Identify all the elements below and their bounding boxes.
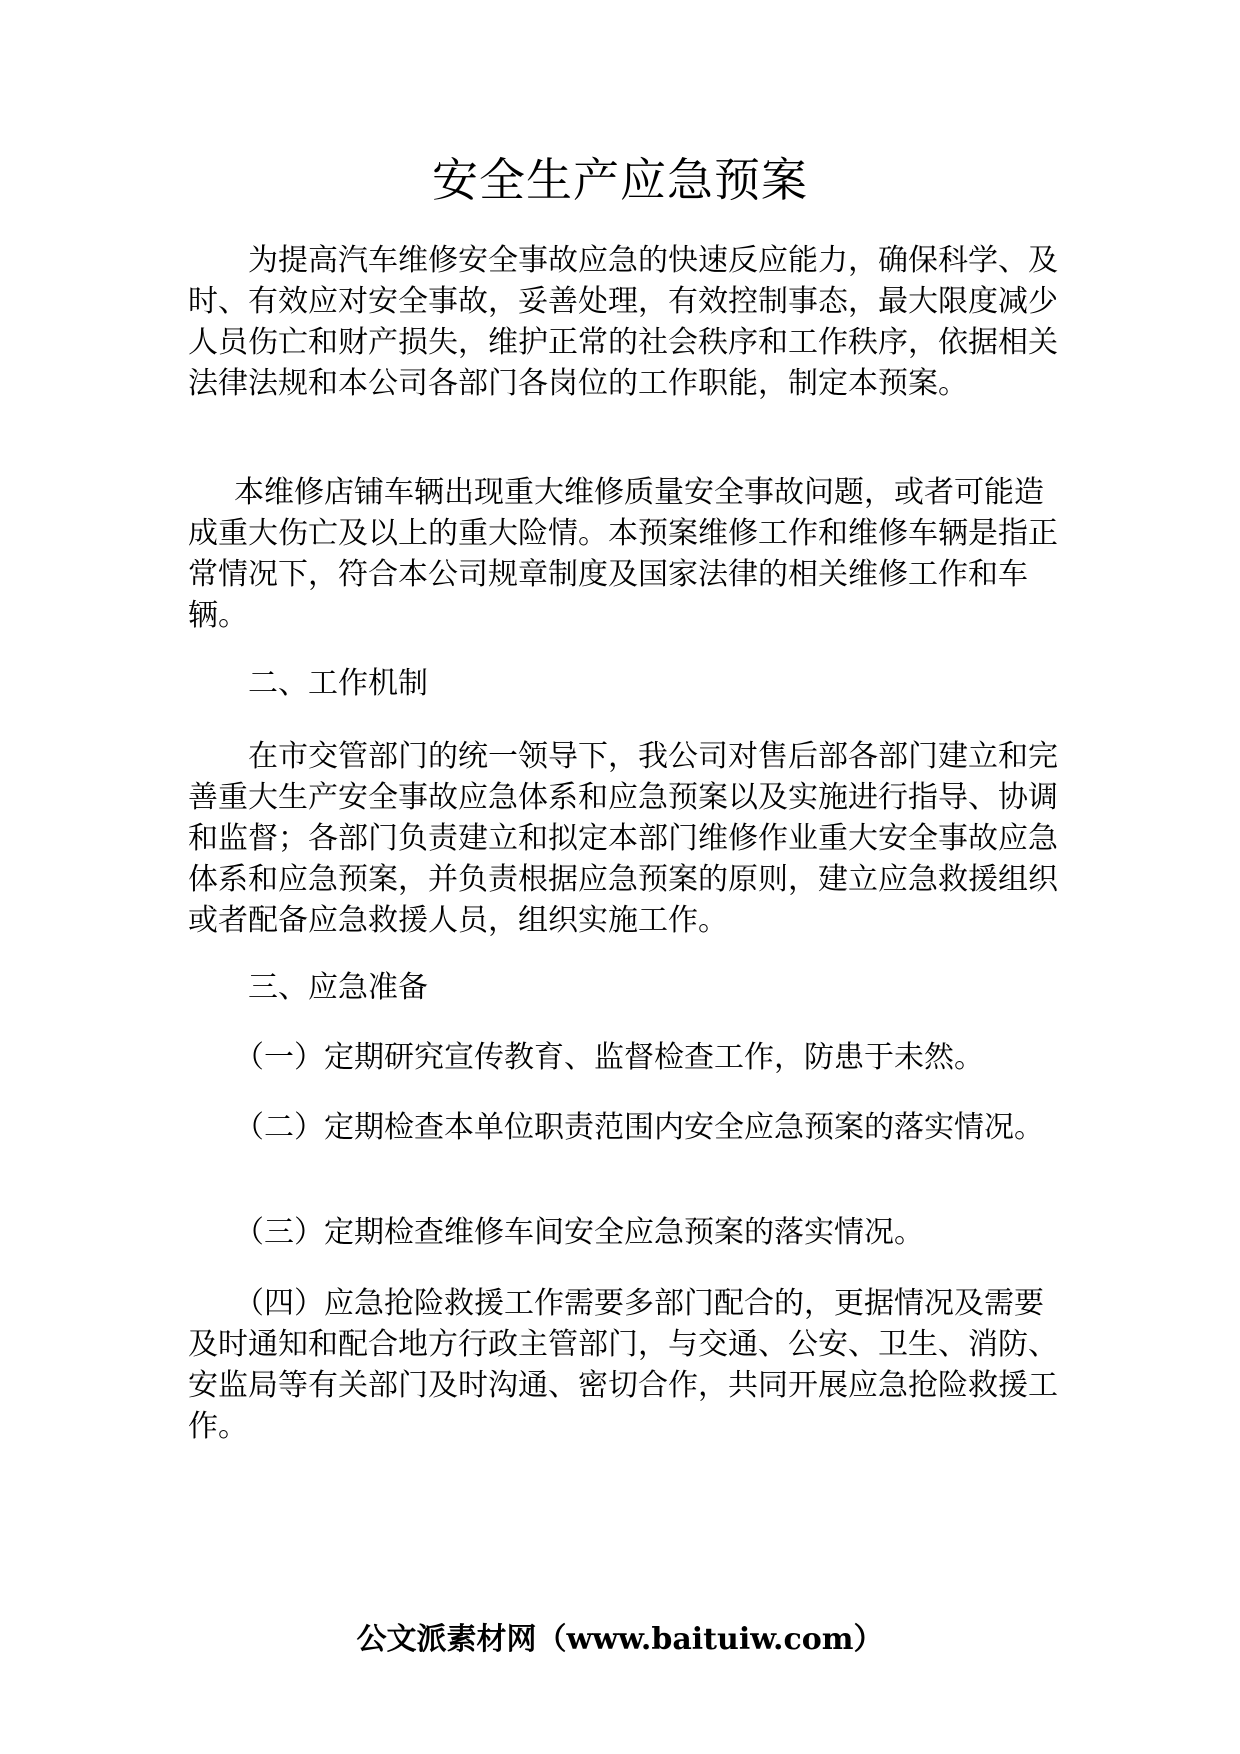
scope-paragraph: 本维修店铺车辆出现重大维修质量安全事故问题，或者可能造成重大伤亡及以上的重大险情。本预案维修工作和维修车辆是指正常情况下，符合本公司规章制度及国家法律的相关维修工作和车辆。 [188, 475, 1058, 633]
section-heading-mechanism: 二、工作机制 [248, 666, 428, 701]
mechanism-paragraph: 在市交管部门的统一领导下，我公司对售后部各部门建立和完善重大生产安全事故应急体系和应急预案以及实施进行指导、协调和监督；各部门负责建立和拟定本部门维修作业重大安全事故应急体系和应急预案，并负责根据应急预案的原则，建立应急救援组织或者配备应急救援人员，组织实施工作。 [188, 739, 1058, 938]
preparation-item-4: （四）应急抢险救援工作需要多部门配合的，更据情况及需要及时通知和配合地方行政主管部门，与交通、公安、卫生、消防、安监局等有关部门及时沟通、密切合作，共同开展应急抢险救援工作。 [188, 1286, 1058, 1444]
document-title: 安全生产应急预案 [432, 153, 808, 207]
section-heading-preparation: 三、应急准备 [248, 970, 428, 1005]
intro-paragraph: 为提高汽车维修安全事故应急的快速反应能力，确保科学、及时、有效应对安全事故，妥善处理，有效控制事态，最大限度减少人员伤亡和财产损失，维护正常的社会秩序和工作秩序，依据相关法律法规和本公司各部门各岗位的工作职能，制定本预案。 [188, 243, 1058, 401]
preparation-item-2: （二）定期检查本单位职责范围内安全应急预案的落实情况。 [234, 1110, 1044, 1145]
preparation-item-1: （一）定期研究宣传教育、监督检查工作，防患于未然。 [234, 1040, 984, 1075]
preparation-item-3: （三）定期检查维修车间安全应急预案的落实情况。 [234, 1215, 924, 1250]
footer-source: 公文派素材网（www.baituiw.com） [356, 1622, 884, 1657]
